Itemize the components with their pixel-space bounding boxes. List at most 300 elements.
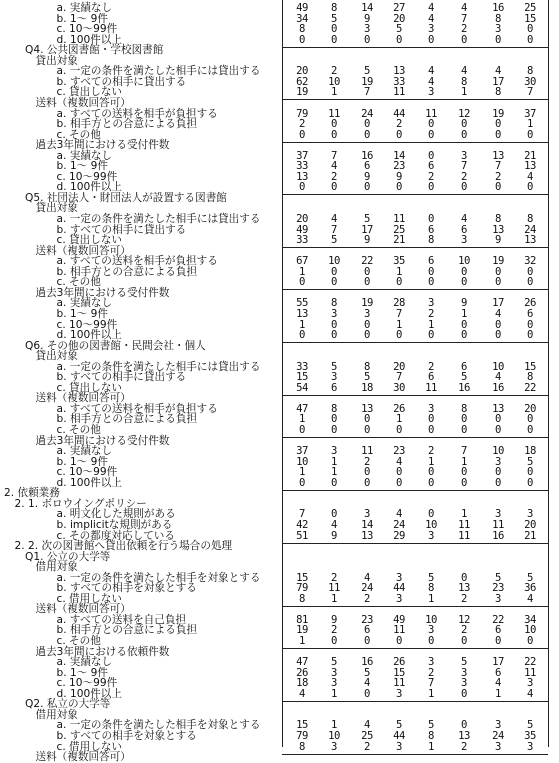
data-cell: 1 [396,413,402,426]
data-cell: 1 [428,455,434,468]
data-cell: 3 [428,624,434,637]
data-cell: 0 [461,687,467,700]
data-cell: 44 [393,729,405,742]
data-cell: 23 [492,582,504,595]
data-cell: 0 [527,466,533,479]
data-cell: 7 [495,160,501,173]
data-cell: 0 [396,424,402,436]
data-cell: 17 [361,223,373,236]
data-cell: 4 [428,2,434,14]
data-cell: 21 [524,529,536,542]
data-cell: 3 [331,307,337,320]
data-cell: 7 [331,149,337,162]
data-cell: 19 [361,75,373,88]
row-label: 送料（複数回答可） [35,751,131,763]
data-cell: 3 [461,666,467,679]
data-cell: 8 [495,12,501,25]
data-cell: 2 [364,592,370,605]
data-cell: 16 [492,381,504,394]
group-rule [282,99,548,100]
data-cell: 0 [495,33,501,46]
data-cell: 0 [461,635,467,647]
row-label: c. 貸出しない [56,86,123,99]
data-cell: 13 [492,223,504,236]
data-cell: 10 [328,255,340,268]
data-cell: 1 [428,318,434,331]
data-cell: 1 [428,740,434,753]
data-cell: 0 [299,329,305,342]
data-cell: 0 [331,118,337,131]
data-cell: 3 [527,677,533,690]
data-cell: 0 [364,181,370,194]
data-cell: 21 [393,234,405,247]
row-label: 送料（複数回答可） [35,392,131,405]
data-cell: 13 [492,402,504,415]
data-cell: 8 [331,2,337,14]
data-cell: 17 [492,297,504,310]
data-cell: 0 [299,424,305,436]
row-label: a. 実績なし [56,297,113,310]
data-cell: 13 [458,582,470,595]
row-label: 2. 2. 次の図書館へ貸出依頼を行う場合の処理 [14,540,233,553]
data-cell: 3 [331,740,337,753]
data-cell: 10 [425,613,437,626]
data-cell: 1 [331,687,337,700]
data-cell: 6 [428,371,434,384]
data-cell: 0 [396,476,402,489]
group-rule [282,490,548,491]
data-cell: 8 [299,592,305,605]
data-cell: 3 [364,23,370,36]
data-cell: 8 [331,297,337,310]
row-label: 過去3年間における受付件数 [35,286,170,299]
data-cell: 2 [428,360,434,373]
data-cell: 24 [361,582,373,595]
data-cell: 8 [527,371,533,384]
data-cell: 17 [492,75,504,88]
row-label: b. 1～ 9件 [56,307,108,320]
row-label: 借用対象 [35,561,78,574]
data-cell: 13 [361,529,373,542]
group-rule [282,289,548,290]
row-label: d. 100件以上 [56,329,122,342]
data-cell: 11 [393,213,405,225]
data-cell: 29 [393,529,405,542]
row-label: a. 一定の条件を満たした相手には貸出する [56,65,261,78]
data-cell: 0 [331,318,337,331]
data-cell: 0 [428,265,434,278]
group-rule [282,194,548,195]
data-cell: 0 [495,118,501,131]
row-label: c. その他 [56,635,101,647]
row-label: c. 10～99件 [56,170,118,183]
data-cell: 11 [361,445,373,458]
data-cell: 6 [428,255,434,268]
data-cell: 0 [331,276,337,289]
data-cell: 1 [299,466,305,479]
data-cell: 0 [495,413,501,426]
row-label: Q2. 私立の大学等 [25,698,111,711]
group-rule [282,648,548,649]
data-cell: 10 [328,75,340,88]
data-cell: 0 [527,276,533,289]
data-cell: 23 [361,613,373,626]
data-cell: 10 [524,624,536,637]
data-cell: 4 [331,160,337,173]
data-cell: 49 [296,223,308,236]
data-cell: 1 [331,719,337,732]
row-label: b. 1～ 9件 [56,455,108,468]
data-cell: 14 [361,518,373,531]
data-cell: 7 [461,12,467,25]
data-cell: 1 [428,592,434,605]
data-cell: 3 [396,687,402,700]
data-cell: 44 [393,582,405,595]
row-label: a. すべての送料を相手が負担する [56,402,218,415]
row-label: c. 10～99件 [56,23,118,36]
data-cell: 10 [296,455,308,468]
data-cell: 4 [364,571,370,584]
row-label: b. 相手方との合意による負担 [56,118,198,131]
data-cell: 8 [428,234,434,247]
data-cell: 25 [393,223,405,236]
data-cell: 5 [396,719,402,732]
data-cell: 0 [331,635,337,647]
data-cell: 0 [428,33,434,46]
data-cell: 24 [393,518,405,531]
row-label: b. 相手方との合意による負担 [56,624,198,637]
data-cell: 5 [461,371,467,384]
data-cell: 0 [331,329,337,342]
data-cell: 7 [527,86,533,99]
data-cell: 0 [331,424,337,436]
data-cell: 7 [461,445,467,458]
data-cell: 16 [361,149,373,162]
data-cell: 3 [495,455,501,468]
data-cell: 5 [428,719,434,732]
data-cell: 8 [428,582,434,595]
data-cell: 0 [527,33,533,46]
data-cell: 0 [527,265,533,278]
data-cell: 0 [331,508,337,521]
data-cell: 0 [527,413,533,426]
data-cell: 0 [461,318,467,331]
data-cell: 42 [296,518,308,531]
data-cell: 79 [296,107,308,120]
row-label: a. 一定の条件を満たした相手には貸出する [56,213,261,225]
data-cell: 30 [393,381,405,394]
data-cell: 11 [425,107,437,120]
data-cell: 3 [461,234,467,247]
data-cell: 0 [331,476,337,489]
data-cell: 0 [495,265,501,278]
data-cell: 24 [492,729,504,742]
data-cell: 4 [461,213,467,225]
data-cell: 0 [331,265,337,278]
row-label: c. 10～99件 [56,466,118,479]
data-cell: 16 [458,381,470,394]
data-cell: 0 [299,276,305,289]
group-rule [282,437,548,438]
column-rule [282,0,283,747]
data-cell: 15 [296,571,308,584]
data-cell: 5 [331,656,337,669]
data-cell: 9 [331,529,337,542]
data-cell: 2 [461,170,467,183]
row-label: 過去3年間における受付件数 [35,139,170,152]
data-cell: 17 [492,656,504,669]
data-cell: 0 [527,128,533,141]
row-label: Q6. その他の図書館・民間会社・個人 [25,339,206,352]
data-cell: 9 [461,297,467,310]
row-label: a. すべての送料を自己負担 [56,613,187,626]
data-cell: 0 [331,181,337,194]
data-cell: 8 [495,86,501,99]
data-cell: 3 [495,740,501,753]
data-cell: 13 [296,170,308,183]
data-cell: 16 [361,656,373,669]
data-cell: 25 [361,729,373,742]
data-cell: 8 [364,360,370,373]
data-cell: 0 [495,466,501,479]
data-cell: 22 [492,613,504,626]
data-cell: 1 [299,318,305,331]
data-cell: 2 [331,65,337,78]
data-cell: 20 [393,12,405,25]
data-cell: 0 [396,466,402,479]
data-cell: 19 [492,255,504,268]
data-cell: 35 [393,255,405,268]
data-cell: 3 [364,508,370,521]
row-label: b. すべての相手に貸出する [56,75,187,88]
data-cell: 79 [296,729,308,742]
data-cell: 9 [331,613,337,626]
data-cell: 4 [495,371,501,384]
data-cell: 11 [458,518,470,531]
data-cell: 10 [425,518,437,531]
data-cell: 0 [428,128,434,141]
data-cell: 16 [492,2,504,14]
data-cell: 2 [461,740,467,753]
data-cell: 0 [396,276,402,289]
group-rule [282,342,548,343]
data-cell: 13 [492,149,504,162]
data-cell: 0 [364,329,370,342]
row-label: c. その他 [56,424,101,436]
data-cell: 0 [364,424,370,436]
data-cell: 2 [331,624,337,637]
row-label: 貸出対象 [35,202,78,215]
data-cell: 11 [393,86,405,99]
data-cell: 3 [495,23,501,36]
data-cell: 2 [428,445,434,458]
row-label: 貸出対象 [35,350,78,363]
data-cell: 26 [393,402,405,415]
data-cell: 0 [527,635,533,647]
data-cell: 0 [495,318,501,331]
data-cell: 3 [527,740,533,753]
data-cell: 3 [428,86,434,99]
data-cell: 6 [461,223,467,236]
data-cell: 1 [527,118,533,131]
data-cell: 0 [364,413,370,426]
data-cell: 0 [331,33,337,46]
row-label: 過去3年間における依頼件数 [35,645,170,658]
data-cell: 3 [461,149,467,162]
data-cell: 3 [461,677,467,690]
data-cell: 0 [299,128,305,141]
data-cell: 13 [458,729,470,742]
row-label: a. すべての送料を相手が負担する [56,107,218,120]
group-rule [282,247,548,248]
data-cell: 0 [428,635,434,647]
data-cell: 5 [331,360,337,373]
data-cell: 0 [428,413,434,426]
data-cell: 11 [328,107,340,120]
data-cell: 0 [527,329,533,342]
data-cell: 6 [495,624,501,637]
data-cell: 6 [331,381,337,394]
data-cell: 12 [458,107,470,120]
row-label: Q4. 公共図書館・学校図書館 [25,44,164,57]
data-cell: 0 [461,571,467,584]
data-cell: 11 [425,381,437,394]
data-cell: 5 [495,571,501,584]
data-cell: 0 [396,33,402,46]
row-label: a. すべての送料を相手が負担する [56,255,218,268]
data-cell: 20 [296,213,308,225]
data-cell: 0 [396,181,402,194]
row-label: a. 一定の条件を満たした相手を対象とする [56,571,261,584]
row-label: b. すべての相手に貸出する [56,371,187,384]
data-cell: 0 [331,413,337,426]
data-cell: 1 [299,265,305,278]
data-cell: 0 [461,424,467,436]
data-cell: 27 [393,2,405,14]
data-cell: 3 [428,656,434,669]
data-cell: 8 [428,729,434,742]
data-cell: 12 [458,613,470,626]
data-cell: 13 [524,234,536,247]
data-cell: 33 [296,234,308,247]
data-cell: 1 [331,466,337,479]
data-cell: 0 [428,149,434,162]
data-cell: 2 [461,624,467,637]
row-label: c. その他 [56,128,101,141]
data-cell: 3 [495,592,501,605]
data-cell: 7 [331,223,337,236]
data-cell: 5 [364,213,370,225]
data-cell: 0 [495,424,501,436]
data-cell: 3 [396,740,402,753]
data-cell: 20 [524,402,536,415]
data-cell: 3 [495,508,501,521]
data-cell: 5 [527,571,533,584]
data-cell: 15 [524,360,536,373]
data-cell: 1 [461,455,467,468]
data-cell: 0 [428,276,434,289]
row-label: a. 実績なし [56,445,113,458]
data-cell: 0 [495,635,501,647]
data-cell: 3 [364,307,370,320]
group-rule [282,701,548,702]
data-cell: 3 [331,371,337,384]
data-cell: 1 [331,592,337,605]
data-cell: 47 [296,402,308,415]
data-cell: 6 [461,360,467,373]
data-cell: 33 [296,160,308,173]
data-cell: 8 [495,213,501,225]
data-cell: 1 [461,508,467,521]
data-cell: 0 [461,118,467,131]
data-cell: 3 [331,666,337,679]
data-cell: 0 [461,719,467,732]
data-cell: 24 [524,223,536,236]
data-cell: 3 [527,508,533,521]
data-cell: 19 [296,86,308,99]
data-cell: 0 [461,276,467,289]
data-cell: 4 [331,518,337,531]
row-label: b. 1～ 9件 [56,12,108,25]
data-cell: 0 [364,128,370,141]
data-cell: 37 [296,445,308,458]
data-cell: 6 [364,160,370,173]
data-cell: 0 [364,276,370,289]
data-cell: 2 [461,592,467,605]
data-cell: 19 [492,107,504,120]
data-cell: 4 [299,687,305,700]
row-label: 送料（複数回答可） [35,96,131,109]
data-cell: 25 [524,2,536,14]
data-cell: 0 [428,508,434,521]
data-cell: 37 [296,149,308,162]
data-cell: 11 [524,666,536,679]
data-cell: 24 [361,107,373,120]
data-cell: 8 [299,740,305,753]
data-cell: 0 [527,424,533,436]
row-label: d. 100件以上 [56,181,122,194]
data-cell: 5 [364,65,370,78]
data-cell: 54 [296,381,308,394]
data-cell: 0 [396,329,402,342]
data-cell: 2 [461,23,467,36]
data-cell: 6 [364,624,370,637]
data-cell: 4 [364,719,370,732]
data-cell: 13 [393,65,405,78]
row-label: c. その他 [56,276,101,289]
data-cell: 0 [364,265,370,278]
data-cell: 9 [364,170,370,183]
data-cell: 11 [492,518,504,531]
data-cell: 2 [495,170,501,183]
group-rule [282,142,548,143]
data-cell: 10 [458,255,470,268]
data-cell: 4 [364,677,370,690]
data-cell: 8 [299,23,305,36]
data-cell: 11 [393,677,405,690]
data-cell: 0 [461,466,467,479]
row-label: c. その都度対応している [56,529,175,542]
data-cell: 10 [492,445,504,458]
data-cell: 26 [296,666,308,679]
data-cell: 18 [361,381,373,394]
data-cell: 0 [495,181,501,194]
row-label: Q1. 公立の大学等 [25,550,111,563]
data-cell: 0 [461,181,467,194]
data-cell: 0 [527,318,533,331]
data-cell: 4 [396,455,402,468]
data-cell: 7 [461,160,467,173]
